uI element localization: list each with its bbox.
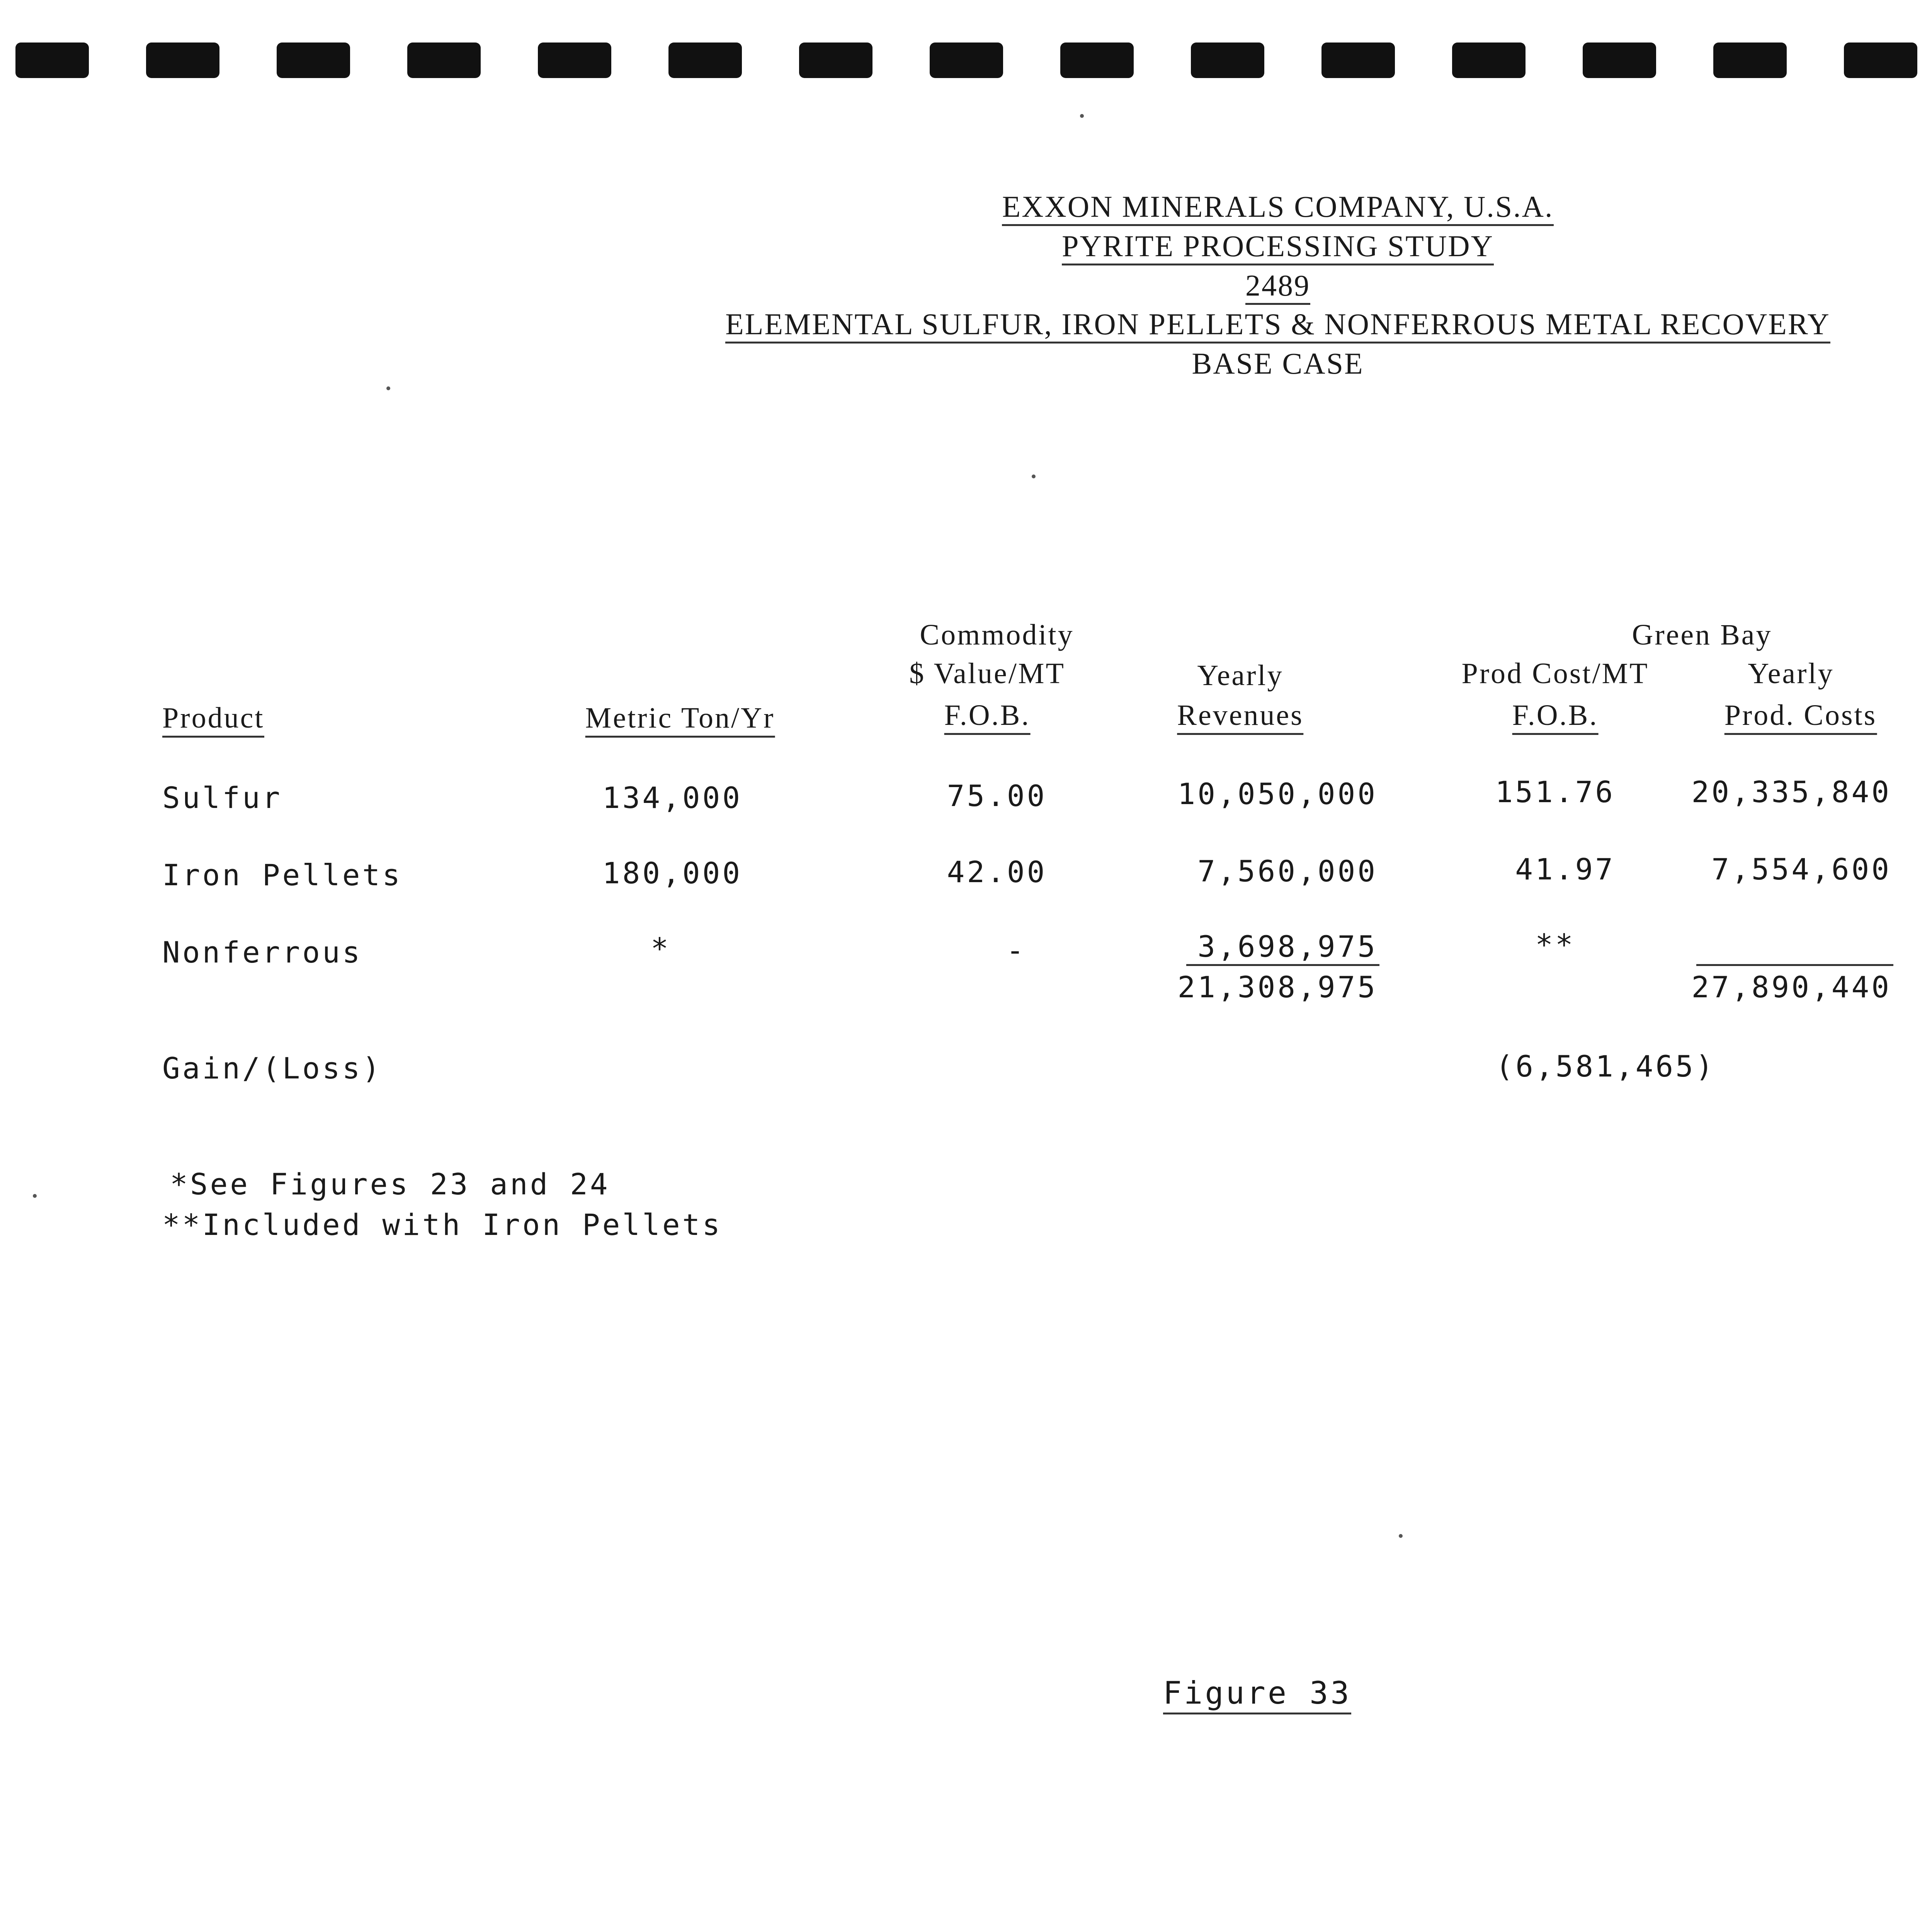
figure-label: Figure 33 [1163,1675,1351,1714]
company-title [0,189,1932,226]
value-mt-cell: 75.00 [947,779,1047,813]
product-cell: Iron Pellets [162,858,403,892]
header-fob: F.O.B. [944,699,1031,732]
perforation-hole [668,43,742,78]
perforation-hole [1844,43,1917,78]
gb-yearly-total: 27,890,440 [1691,970,1891,1004]
gb-yearly-cell: 20,335,840 [1691,775,1891,809]
perforation-hole [15,43,89,78]
study-subtitle-text: ELEMENTAL SULFUR, IRON PELLETS & NONFERROUS METAL RECOVERY [725,308,1830,344]
footnote-1: *See Figures 23 and 24 [170,1167,610,1201]
product-cell: Nonferrous [162,935,362,969]
revenues-cell: 3,698,975 [1197,929,1378,964]
perforation-hole [1060,43,1134,78]
header-commodity: Commodity [920,619,1074,651]
perforation-hole [930,43,1003,78]
gb-cost-cell: 151.76 [1495,775,1615,809]
scan-speck [1399,1534,1403,1538]
perforation-hole [1191,43,1264,78]
header-green-bay: Green Bay [1632,619,1772,651]
perforation-hole [146,43,219,78]
perforation-hole [1452,43,1526,78]
gb-gain-loss: (6,581,465) [1495,1049,1716,1083]
gb-total-rule [1696,964,1893,966]
study-title [0,229,1932,265]
case-title [0,346,1932,381]
footnote-2: **Included with Iron Pellets [162,1208,723,1242]
study-title-text: PYRITE PROCESSING STUDY [1062,230,1494,265]
header-gb-prod-costs: Prod. Costs [1725,699,1877,732]
header-product: Product [162,701,264,735]
study-number-text: 2489 [1245,270,1310,305]
value-mt-cell: 42.00 [947,855,1047,889]
header-yearly: Yearly [1197,659,1284,692]
perforation-hole [277,43,350,78]
study-subtitle [0,307,1932,344]
value-mt-cell: - [1006,933,1026,968]
gb-cost-cell: ** [1535,927,1575,962]
revenues-total: 21,308,975 [1177,970,1378,1004]
perforation-hole [407,43,481,78]
metric-ton-cell: 180,000 [602,856,743,890]
header-revenues: Revenues [1177,699,1303,732]
scan-speck [1032,474,1036,478]
metric-ton-cell: * [651,931,671,966]
gb-yearly-cell: 7,554,600 [1711,852,1891,886]
scan-speck [386,386,390,390]
revenues-cell: 10,050,000 [1177,777,1378,811]
gb-cost-cell: 41.97 [1515,852,1615,886]
gain-loss-label: Gain/(Loss) [162,1051,383,1085]
revenues-total-rule [1186,964,1379,966]
company-title-text: EXXON MINERALS COMPANY, U.S.A. [1002,191,1553,226]
perforation-hole [1713,43,1787,78]
revenues-cell: 7,560,000 [1197,854,1378,888]
perforation-hole [799,43,872,78]
header-value-mt: $ Value/MT [909,657,1065,690]
scan-speck [1080,114,1084,118]
header-gb-fob: F.O.B. [1512,699,1599,732]
perforation-hole [1321,43,1395,78]
header-gb-prod-cost: Prod Cost/MT [1461,657,1649,690]
product-cell: Sulfur [162,781,282,815]
scan-speck [33,1194,37,1198]
case-title-text: BASE CASE [1192,347,1364,380]
study-number [0,268,1932,305]
perforation-hole [1583,43,1656,78]
perforation-strip [0,39,1932,85]
perforation-hole [538,43,611,78]
header-metric-ton: Metric Ton/Yr [585,701,775,735]
header-gb-yearly: Yearly [1748,657,1834,690]
metric-ton-cell: 134,000 [602,781,743,815]
